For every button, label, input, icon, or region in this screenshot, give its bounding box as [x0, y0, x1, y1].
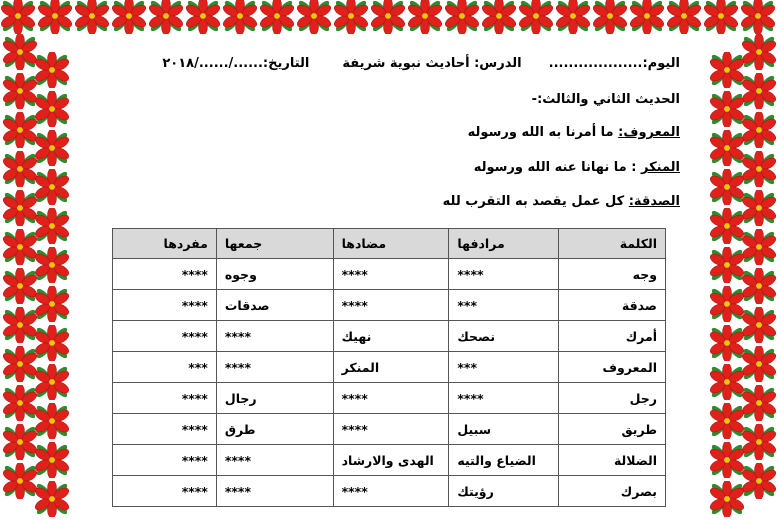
poinsettia-icon — [741, 268, 777, 304]
table-cell: رؤيتك — [449, 476, 559, 507]
poinsettia-icon — [709, 442, 745, 478]
table-cell: **** — [216, 352, 333, 383]
definition-text: : ما نهانا عنه الله ورسوله — [473, 160, 641, 175]
table-cell: **** — [113, 445, 217, 476]
table-cell: طرق — [216, 414, 333, 445]
table-cell: المعروف — [559, 352, 666, 383]
poinsettia-icon — [709, 247, 745, 283]
poinsettia-icon — [2, 73, 38, 109]
table-cell: الهدى والارشاد — [333, 445, 449, 476]
poinsettia-icon — [407, 0, 443, 34]
poinsettia-icon — [709, 91, 745, 127]
poinsettia-icon — [518, 0, 554, 34]
poinsettia-icon — [148, 0, 184, 34]
table-row — [113, 259, 666, 290]
table-row — [113, 321, 666, 352]
table-cell: رجل — [559, 383, 666, 414]
lesson-title: الدرس: أحاديث نبوية شريفة — [342, 56, 522, 71]
poinsettia-icon — [34, 52, 70, 88]
definition-term: المعروف: — [618, 125, 680, 140]
column-header: الكلمة — [559, 229, 666, 259]
poinsettia-icon — [74, 0, 110, 34]
table-cell: **** — [113, 321, 217, 352]
table-cell: الضياع والتيه — [449, 445, 559, 476]
table-cell: **** — [113, 259, 217, 290]
table-cell: *** — [113, 352, 217, 383]
poinsettia-icon — [741, 346, 777, 382]
column-header: مفردها — [113, 229, 217, 259]
poinsettia-icon — [709, 403, 745, 439]
table-cell: **** — [333, 383, 449, 414]
poinsettia-icon — [741, 307, 777, 343]
date-field: التاريخ:....../....../٢٠١٨ — [162, 56, 310, 71]
table-cell: أمرك — [559, 321, 666, 352]
poinsettia-icon — [2, 385, 38, 421]
table-cell: **** — [216, 445, 333, 476]
definition-term: المنكر — [640, 160, 680, 175]
table-cell: **** — [216, 476, 333, 507]
poinsettia-icon — [37, 0, 73, 34]
table-row — [113, 476, 666, 507]
definition-text: كل عمل يقصد به التقرب لله — [442, 194, 629, 209]
poinsettia-icon — [741, 229, 777, 265]
poinsettia-icon — [2, 34, 38, 70]
poinsettia-icon — [2, 190, 38, 226]
poinsettia-icon — [2, 307, 38, 343]
table-cell: وجوه — [216, 259, 333, 290]
poinsettia-icon — [34, 247, 70, 283]
poinsettia-icon — [709, 481, 745, 517]
poinsettia-icon — [34, 208, 70, 244]
table-cell: المنكر — [333, 352, 449, 383]
decorative-border-top — [0, 0, 780, 34]
poinsettia-icon — [592, 0, 628, 34]
table-row — [113, 445, 666, 476]
table-cell: بصرك — [559, 476, 666, 507]
table-cell: **** — [333, 476, 449, 507]
table-cell: رجال — [216, 383, 333, 414]
poinsettia-icon — [555, 0, 591, 34]
poinsettia-icon — [741, 151, 777, 187]
table-cell: *** — [449, 290, 559, 321]
table-header-row — [113, 229, 666, 259]
poinsettia-icon — [2, 151, 38, 187]
table-cell: الضلالة — [559, 445, 666, 476]
poinsettia-icon — [741, 424, 777, 460]
table-row — [113, 290, 666, 321]
poinsettia-icon — [2, 424, 38, 460]
definition-sadaqa — [443, 194, 680, 209]
poinsettia-icon — [709, 52, 745, 88]
poinsettia-icon — [666, 0, 702, 34]
poinsettia-icon — [741, 73, 777, 109]
table-cell: **** — [113, 414, 217, 445]
column-header: مضادها — [333, 229, 449, 259]
poinsettia-icon — [709, 208, 745, 244]
poinsettia-icon — [222, 0, 258, 34]
table-row — [113, 414, 666, 445]
poinsettia-icon — [296, 0, 332, 34]
poinsettia-icon — [2, 268, 38, 304]
column-header: مرادفها — [449, 229, 559, 259]
table-cell: *** — [449, 352, 559, 383]
table-cell: **** — [113, 290, 217, 321]
poinsettia-icon — [370, 0, 406, 34]
table-cell: نصحك — [449, 321, 559, 352]
poinsettia-icon — [2, 229, 38, 265]
poinsettia-icon — [333, 0, 369, 34]
header-line — [162, 56, 680, 71]
table-cell: **** — [333, 414, 449, 445]
poinsettia-icon — [709, 286, 745, 322]
day-field: اليوم:................... — [548, 56, 680, 71]
poinsettia-icon — [2, 112, 38, 148]
poinsettia-icon — [741, 190, 777, 226]
poinsettia-icon — [709, 169, 745, 205]
definition-maruf — [468, 125, 680, 140]
poinsettia-icon — [481, 0, 517, 34]
poinsettia-icon — [741, 385, 777, 421]
definition-term: الصدقة: — [628, 194, 680, 209]
definition-munkar — [474, 160, 680, 175]
decorative-border-right — [705, 0, 780, 500]
poinsettia-icon — [2, 346, 38, 382]
poinsettia-icon — [0, 0, 36, 34]
poinsettia-icon — [2, 463, 38, 499]
definition-text: ما أمرنا به الله ورسوله — [467, 125, 619, 140]
poinsettia-icon — [741, 112, 777, 148]
table-cell: **** — [113, 476, 217, 507]
table-cell: **** — [333, 259, 449, 290]
table-cell: صدقات — [216, 290, 333, 321]
poinsettia-icon — [34, 442, 70, 478]
poinsettia-icon — [34, 169, 70, 205]
table-row — [113, 352, 666, 383]
decorative-border-left — [0, 0, 75, 500]
poinsettia-icon — [741, 463, 777, 499]
poinsettia-icon — [34, 325, 70, 361]
poinsettia-icon — [709, 325, 745, 361]
vocabulary-table — [112, 228, 666, 507]
worksheet — [100, 50, 680, 500]
poinsettia-icon — [111, 0, 147, 34]
table-row — [113, 383, 666, 414]
poinsettia-icon — [709, 364, 745, 400]
column-header: جمعها — [216, 229, 333, 259]
poinsettia-icon — [34, 286, 70, 322]
poinsettia-icon — [185, 0, 221, 34]
section-title: الحديث الثاني والثالث:- — [531, 92, 680, 107]
poinsettia-icon — [34, 130, 70, 166]
table-cell: نهيك — [333, 321, 449, 352]
poinsettia-icon — [34, 91, 70, 127]
table-cell: **** — [333, 290, 449, 321]
poinsettia-icon — [741, 34, 777, 70]
table-cell: صدقة — [559, 290, 666, 321]
poinsettia-icon — [259, 0, 295, 34]
poinsettia-icon — [444, 0, 480, 34]
poinsettia-icon — [740, 0, 776, 34]
poinsettia-icon — [709, 130, 745, 166]
table-cell: طريق — [559, 414, 666, 445]
table-cell: **** — [449, 383, 559, 414]
poinsettia-icon — [34, 364, 70, 400]
table-cell: **** — [113, 383, 217, 414]
poinsettia-icon — [34, 481, 70, 517]
table-cell: وجه — [559, 259, 666, 290]
table-cell: **** — [449, 259, 559, 290]
poinsettia-icon — [703, 0, 739, 34]
table-cell: **** — [216, 321, 333, 352]
table-cell: سبيل — [449, 414, 559, 445]
poinsettia-icon — [629, 0, 665, 34]
poinsettia-icon — [34, 403, 70, 439]
